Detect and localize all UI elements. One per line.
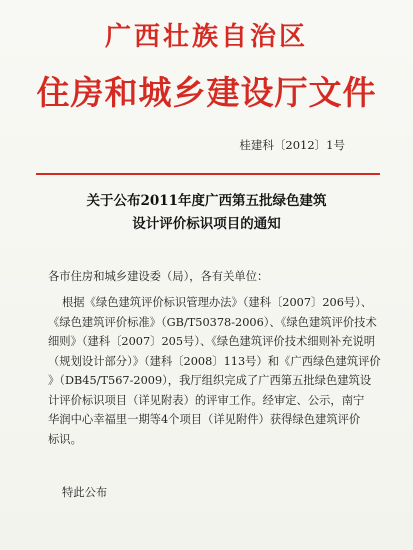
red-divider-rule [36,173,380,175]
issuing-region: 广西壮族自治区 [104,22,308,52]
paragraph-line: 》（DB45/T567-2009），我厅组织完成了广西第五批绿色建筑设 [48,374,372,387]
paragraph-line: （规划设计部分）》（建科〔2008〕113号）和《广西绿色建筑评价 [48,354,381,368]
document-number: 桂建科〔2012〕1号 [239,138,345,152]
paragraph-line: 标识。 [48,432,82,446]
paragraph-line: 细则》（建科〔2007〕205号）、《绿色建筑评价技术细则补充说明 [48,335,376,348]
paragraph-line: 根据《绿色建筑评价标识管理办法》（建科〔2007〕206号）、 [62,296,373,309]
document-title [0,190,413,236]
body-paragraph [48,293,381,449]
salutation: 各市住房和城乡建设委（局），各有关单位： [48,270,269,283]
paragraph-line: 《绿色建筑评价标准》（GB/T50378-2006）、《绿色建筑评价技术 [48,315,377,329]
title-line-2: 设计评价标识项目的通知 [132,216,281,232]
paragraph-line: 计评价标识项目（详见附表）的评审工作。经审定、公示，南宁 [48,393,365,407]
closing-line: 特此公布 [62,486,108,499]
title-line-1: 关于公布2011年度广西第五批绿色建筑 [86,193,327,209]
paragraph-line: 华润中心幸福里一期等4个项目（详见附件）获得绿色建筑评价 [48,413,361,426]
issuing-department-header: 住房和城乡建设厅文件 [36,73,377,112]
